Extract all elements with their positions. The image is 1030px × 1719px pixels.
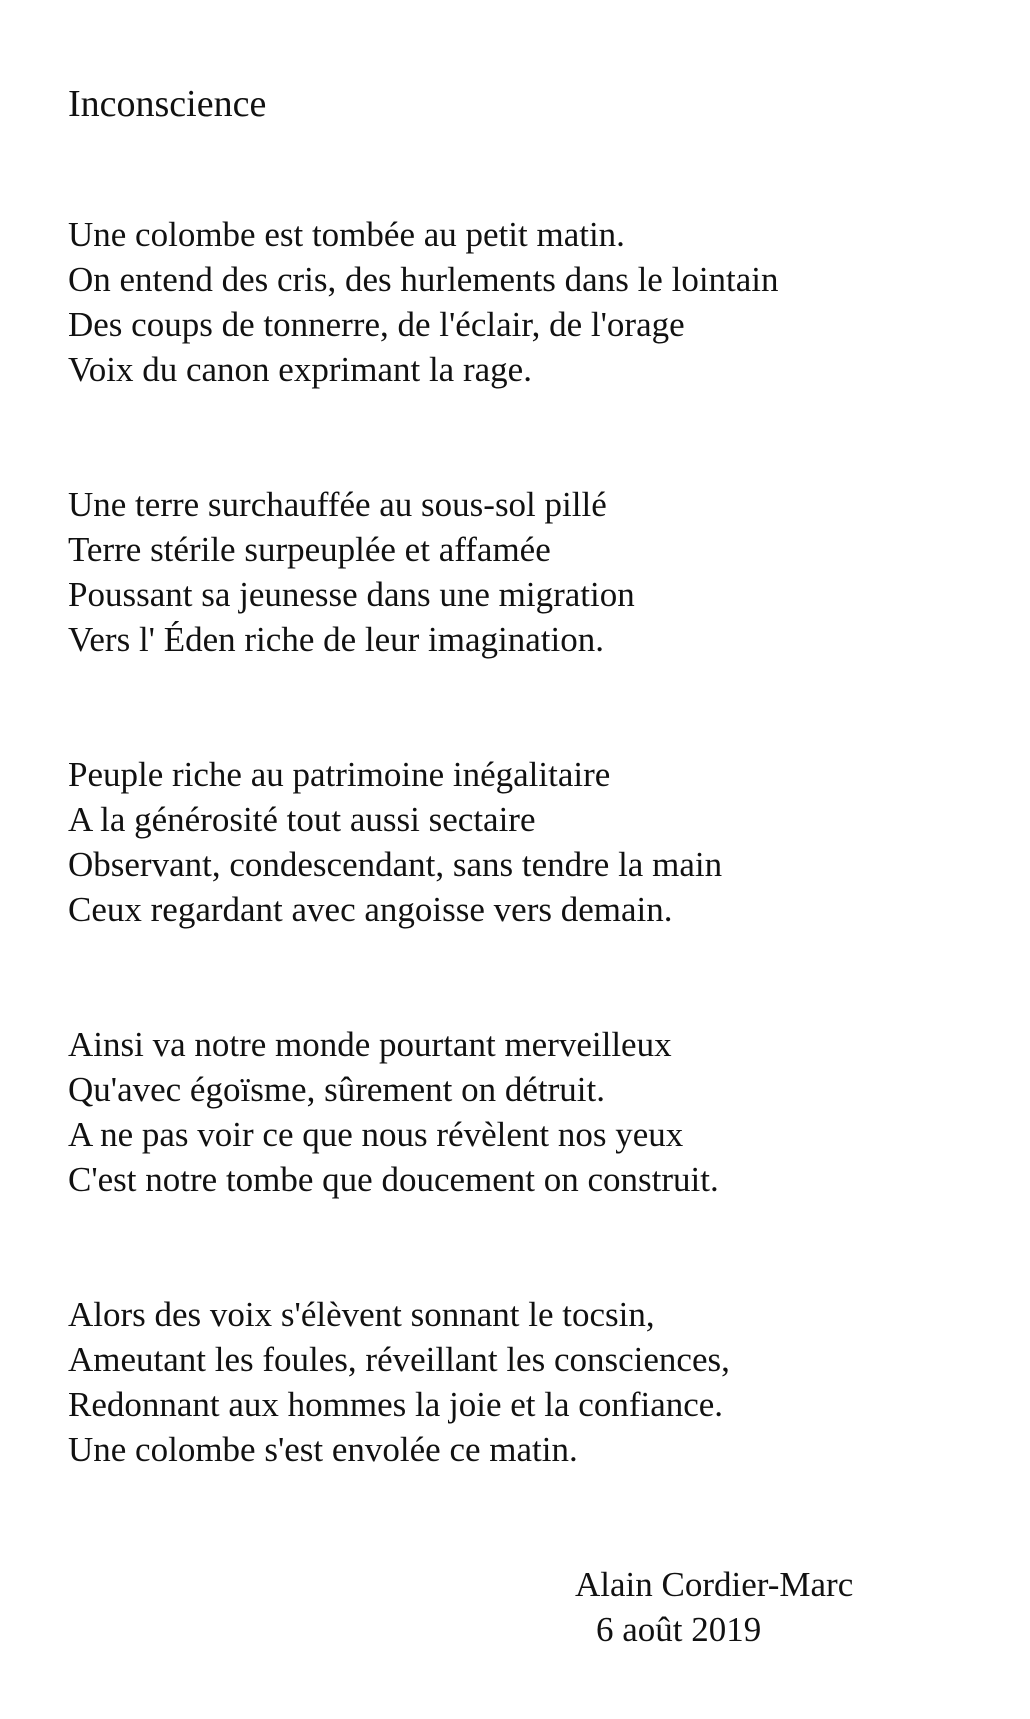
stanza-2 bbox=[68, 482, 635, 662]
author-name: Alain Cordier-Marc bbox=[575, 1565, 854, 1604]
poem-line: A ne pas voir ce que nous révèlent nos yeux bbox=[68, 1115, 684, 1154]
poem-line: Une colombe est tombée au petit matin. bbox=[68, 215, 625, 254]
poem-line: Peuple riche au patrimoine inégalitaire bbox=[68, 755, 611, 794]
poem-line: On entend des cris, des hurlements dans le lointain bbox=[68, 260, 779, 299]
poem-line: Une terre surchauffée au sous-sol pillé bbox=[68, 485, 607, 524]
stanza-3 bbox=[68, 752, 722, 932]
poem-line: Ameutant les foules, réveillant les consciences, bbox=[68, 1340, 730, 1379]
poem-date: 6 août 2019 bbox=[596, 1610, 762, 1649]
stanza-5 bbox=[68, 1292, 730, 1472]
poem-line: Redonnant aux hommes la joie et la confiance. bbox=[68, 1385, 724, 1424]
poem-line: Qu'avec égoïsme, sûrement on détruit. bbox=[68, 1070, 605, 1109]
poem-line: Vers l' Éden riche de leur imagination. bbox=[68, 620, 604, 659]
poem-line: Poussant sa jeunesse dans une migration bbox=[68, 575, 635, 614]
stanza-4 bbox=[68, 1022, 719, 1202]
poem-line: A la générosité tout aussi sectaire bbox=[68, 800, 536, 839]
poem-title: Inconscience bbox=[68, 83, 267, 125]
poem-line: Observant, condescendant, sans tendre la main bbox=[68, 845, 723, 884]
poem-line: Une colombe s'est envolée ce matin. bbox=[68, 1430, 578, 1469]
stanza-1 bbox=[68, 212, 779, 392]
poem-line: Terre stérile surpeuplée et affamée bbox=[68, 530, 551, 569]
poem-line: C'est notre tombe que doucement on construit. bbox=[68, 1160, 719, 1199]
poem-line: Voix du canon exprimant la rage. bbox=[68, 350, 532, 389]
poem-line: Ceux regardant avec angoisse vers demain. bbox=[68, 890, 673, 929]
poem-line: Des coups de tonnerre, de l'éclair, de l'orage bbox=[68, 305, 685, 344]
poem-line: Ainsi va notre monde pourtant merveilleux bbox=[68, 1025, 672, 1064]
poem-line: Alors des voix s'élèvent sonnant le tocsin, bbox=[68, 1295, 655, 1334]
